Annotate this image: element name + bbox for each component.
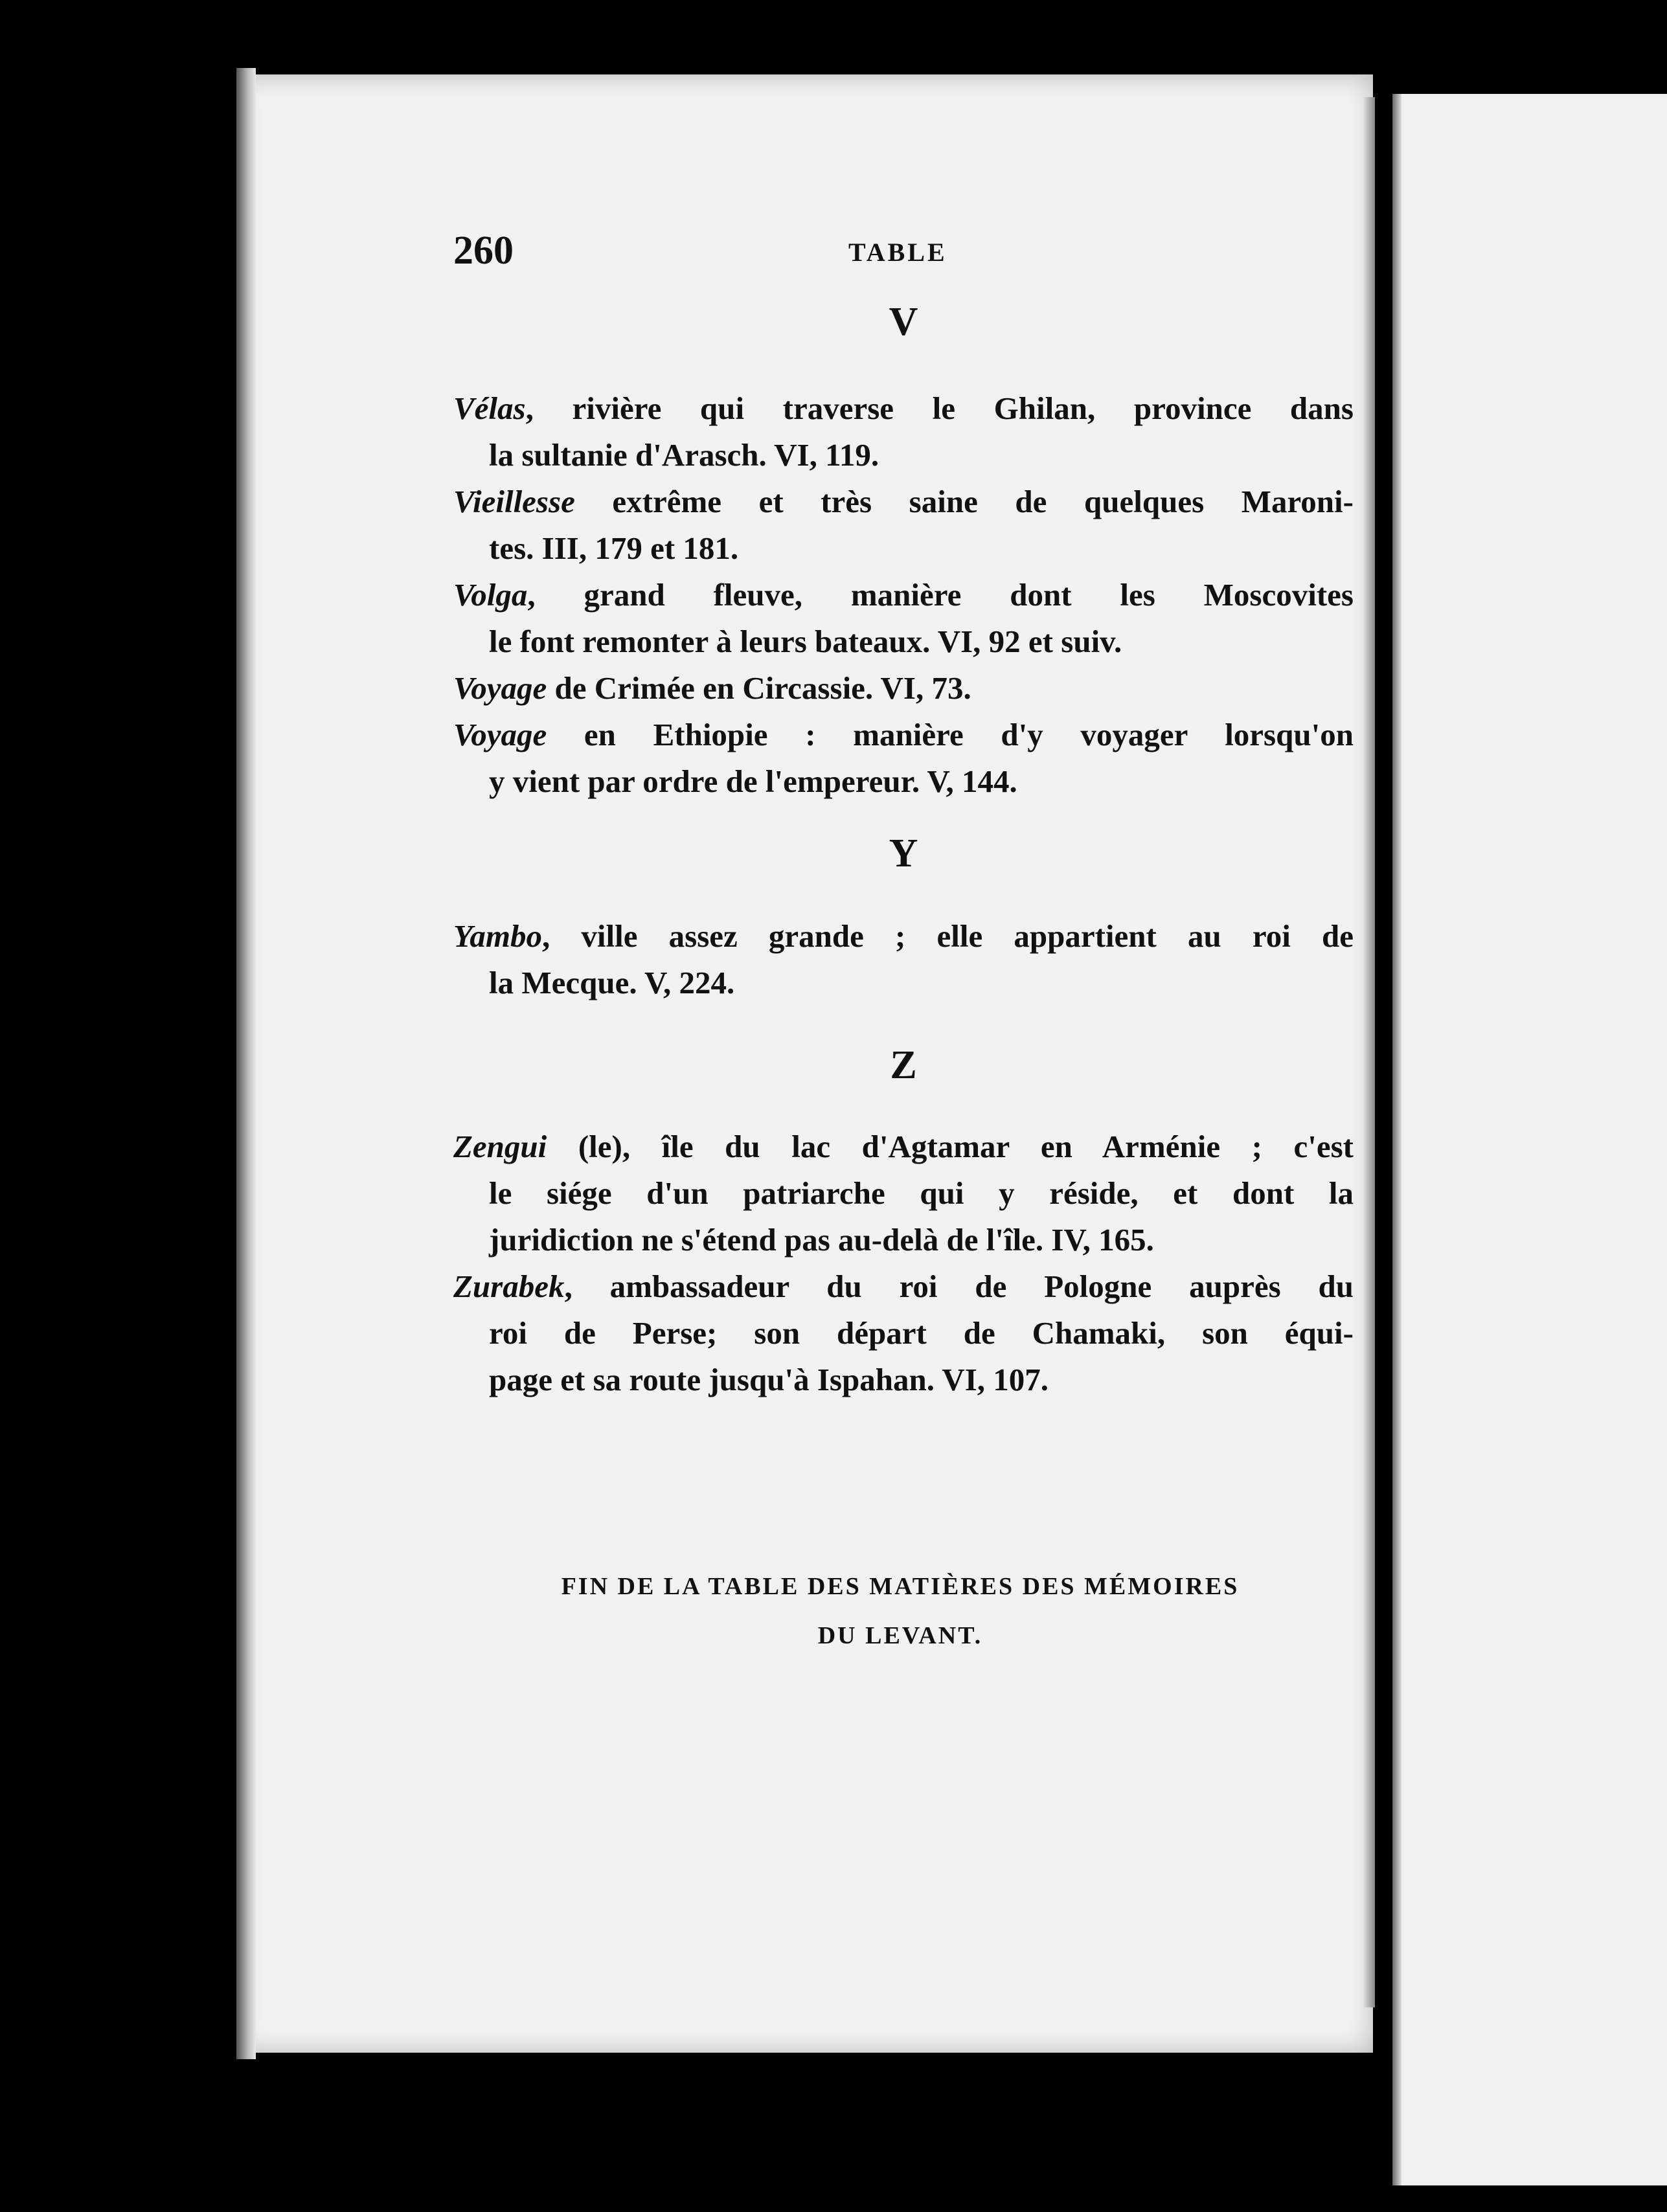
entry-term: Zengui <box>453 1129 547 1164</box>
index-entry-zurabek <box>453 1263 1354 1403</box>
entry-continuation: page et sa route jusqu'à Ispahan. VI, 107. <box>489 1362 1049 1397</box>
entry-term: Zurabek <box>453 1269 565 1304</box>
entry-text: extrême et très saine de quelques Maroni- <box>574 484 1354 519</box>
entry-term: Yambo <box>453 918 543 954</box>
entry-text: de Crimée en Circassie. VI, 73. <box>547 670 971 706</box>
entry-continuation: y vient par ordre de l'empereur. V, 144. <box>489 763 1017 799</box>
entry-continuation: juridiction ne s'étend pas au-delà de l'île. IV, 165. <box>489 1222 1154 1258</box>
colophon-line-1: FIN DE LA TABLE DES MATIÈRES DES MÉMOIRES <box>561 1573 1240 1600</box>
entry-term: Voyage <box>453 717 547 752</box>
entry-continuation: roi de Perse; son départ de Chamaki, son équi- <box>489 1315 1354 1351</box>
book-page <box>236 74 1373 2053</box>
page-number: 260 <box>453 229 514 273</box>
page-gutter <box>236 68 256 2059</box>
index-entry-velas <box>453 385 1354 479</box>
section-letter-y: Y <box>889 831 918 875</box>
entry-continuation: le font remonter à leurs bateaux. VI, 92 et suiv. <box>489 624 1122 659</box>
entry-continuation: le siége d'un patriarche qui y réside, et dont la <box>489 1175 1354 1211</box>
entry-text: , ambassadeur du roi de Pologne auprès du <box>564 1269 1354 1304</box>
index-entry-volga <box>453 572 1354 665</box>
entry-text: , ville assez grande ; elle appartient au roi de <box>542 918 1354 954</box>
entry-text: , rivière qui traverse le Ghilan, province dans <box>525 390 1354 426</box>
entry-continuation: la Mecque. V, 224. <box>489 965 735 1000</box>
entry-continuation: tes. III, 179 et 181. <box>489 530 739 566</box>
entry-text: (le), île du lac d'Agtamar en Arménie ; c'est <box>547 1129 1354 1164</box>
index-entry-zengui <box>453 1123 1354 1263</box>
page-fore-edge <box>1363 97 1375 2007</box>
index-entry-voyage-ethiopie <box>453 712 1354 805</box>
colophon <box>453 1562 1347 1660</box>
running-head-title: TABLE <box>848 238 947 267</box>
section-letter-z: Z <box>890 1043 917 1087</box>
section-letter-v: V <box>889 300 918 344</box>
entry-continuation: la sultanie d'Arasch. VI, 119. <box>489 437 879 473</box>
entry-term: Vieillesse <box>453 484 575 519</box>
entry-term: Voyage <box>453 670 547 706</box>
index-entry-yambo <box>453 913 1354 1006</box>
facing-page-edge <box>1392 94 1667 2185</box>
colophon-line-2: DU LEVANT. <box>817 1622 983 1649</box>
entry-text: en Ethiopie : manière d'y voyager lorsqu'on <box>547 717 1354 752</box>
entry-term: Volga <box>453 577 528 613</box>
running-head <box>453 228 1347 280</box>
index-entry-vieillesse <box>453 479 1354 572</box>
entry-text: , grand fleuve, manière dont les Moscovites <box>527 577 1354 613</box>
entry-term: Vélas <box>453 390 526 426</box>
index-entry-voyage-crimee <box>453 665 1354 712</box>
